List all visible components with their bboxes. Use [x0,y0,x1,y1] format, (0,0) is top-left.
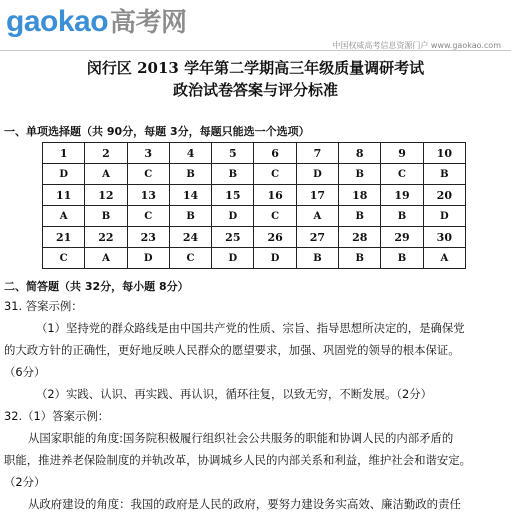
answer-cell: B [296,248,338,269]
answer-cell: B [339,164,381,185]
q31-part2-text: （2）实践、认识、再实践、再认识，循环往复，以致无穷，不断发展。（2分） [36,387,433,401]
q31-part1-text-cont: 的大政方针的正确性，更好地反映人民群众的愿望要求，加强、巩固党的领导的根本保证。 [4,343,460,357]
site-tagline: 中国权威高考信息资源门户 www.gaokao.com [332,41,501,50]
logo-text-cn: 高考网 [110,8,187,38]
answer-cell: D [212,206,254,227]
question-number-cell: 9 [381,143,423,164]
q32-state-function-text-cont: 职能，推进养老保险制度的并轨改革，协调城乡人民的内部关系和利益，维护社会和谐安定。 [4,453,472,467]
question-number-cell: 1 [43,143,85,164]
answer-cell: A [43,206,85,227]
question-number-cell: 21 [43,227,85,248]
question-number-cell: 12 [85,185,127,206]
gaokao-logo[interactable] [6,4,187,41]
answer-cell: D [423,206,465,227]
header-divider [0,50,511,51]
answer-cell: A [85,164,127,185]
answer-cell: B [339,206,381,227]
answer-cell: A [296,206,338,227]
question-number-cell: 20 [423,185,465,206]
answer-cell: B [169,206,211,227]
answer-cell: A [423,248,465,269]
answer-cell: C [127,206,169,227]
q31-label: 31. 答案示例： [4,299,83,313]
answer-cell: B [381,206,423,227]
answer-cell: C [43,248,85,269]
question-number-cell: 11 [43,185,85,206]
question-number-cell: 8 [339,143,381,164]
answer-cell: B [339,248,381,269]
question-number-cell: 14 [169,185,211,206]
question-number-cell: 5 [212,143,254,164]
document-subtitle: 政治试卷答案与评分标准 [172,81,338,99]
answer-cell: C [254,206,296,227]
answer-row [43,164,466,185]
question-number-row [43,185,466,206]
answer-cell: D [43,164,85,185]
question-number-cell: 10 [423,143,465,164]
question-number-cell: 25 [212,227,254,248]
question-number-cell: 23 [127,227,169,248]
answer-cell: D [127,248,169,269]
answer-cell: D [296,164,338,185]
question-number-cell: 7 [296,143,338,164]
question-number-row [43,227,466,248]
answer-cell: B [85,206,127,227]
answer-cell: C [127,164,169,185]
question-number-cell: 22 [85,227,127,248]
question-number-cell: 26 [254,227,296,248]
answer-row [43,206,466,227]
question-number-cell: 6 [254,143,296,164]
answer-cell: B [169,164,211,185]
answer-table [42,142,466,269]
q32-label: 32.（1）答案示例： [4,409,110,423]
q32-government-text: 从政府建设的角度：我国的政府是人民的政府，要努力建设务实高效、廉洁勤政的责任 [28,497,461,511]
document-title: 闵行区 2013 学年第二学期高三年级质量调研考试 [86,59,425,77]
answer-row [43,248,466,269]
answer-cell: B [423,164,465,185]
q32-state-function-text: 从国家职能的角度:国务院积极履行组织社会公共服务的职能和协调人民的内部矛盾的 [28,431,454,445]
question-number-row [43,143,466,164]
answer-cell: A [85,248,127,269]
question-number-cell: 27 [296,227,338,248]
answer-cell: D [212,248,254,269]
question-number-cell: 13 [127,185,169,206]
question-number-cell: 3 [127,143,169,164]
answer-cell: C [254,164,296,185]
q31-part1-score: （6分） [4,365,46,379]
answer-cell: D [254,248,296,269]
question-number-cell: 17 [296,185,338,206]
answer-cell: C [169,248,211,269]
site-header [0,0,511,52]
question-number-cell: 4 [169,143,211,164]
question-number-cell: 24 [169,227,211,248]
question-number-cell: 29 [381,227,423,248]
question-number-cell: 28 [339,227,381,248]
logo-text-en: gaokao [6,5,109,38]
answer-cell: B [381,248,423,269]
question-number-cell: 16 [254,185,296,206]
section2-heading: 二、简答题（共 32分，每小题 8分） [4,280,189,293]
question-number-cell: 30 [423,227,465,248]
q32-state-function-score: （2分） [4,475,46,489]
question-number-cell: 15 [212,185,254,206]
q31-part1-text: （1）坚持党的群众路线是由中国共产党的性质、宗旨、指导思想所决定的，是确保党 [36,321,465,335]
question-number-cell: 19 [381,185,423,206]
question-number-cell: 18 [339,185,381,206]
answer-cell: C [381,164,423,185]
answer-cell: B [212,164,254,185]
section1-heading: 一、单项选择题（共 90分，每题 3分，每题只能选一个选项） [4,125,310,138]
question-number-cell: 2 [85,143,127,164]
